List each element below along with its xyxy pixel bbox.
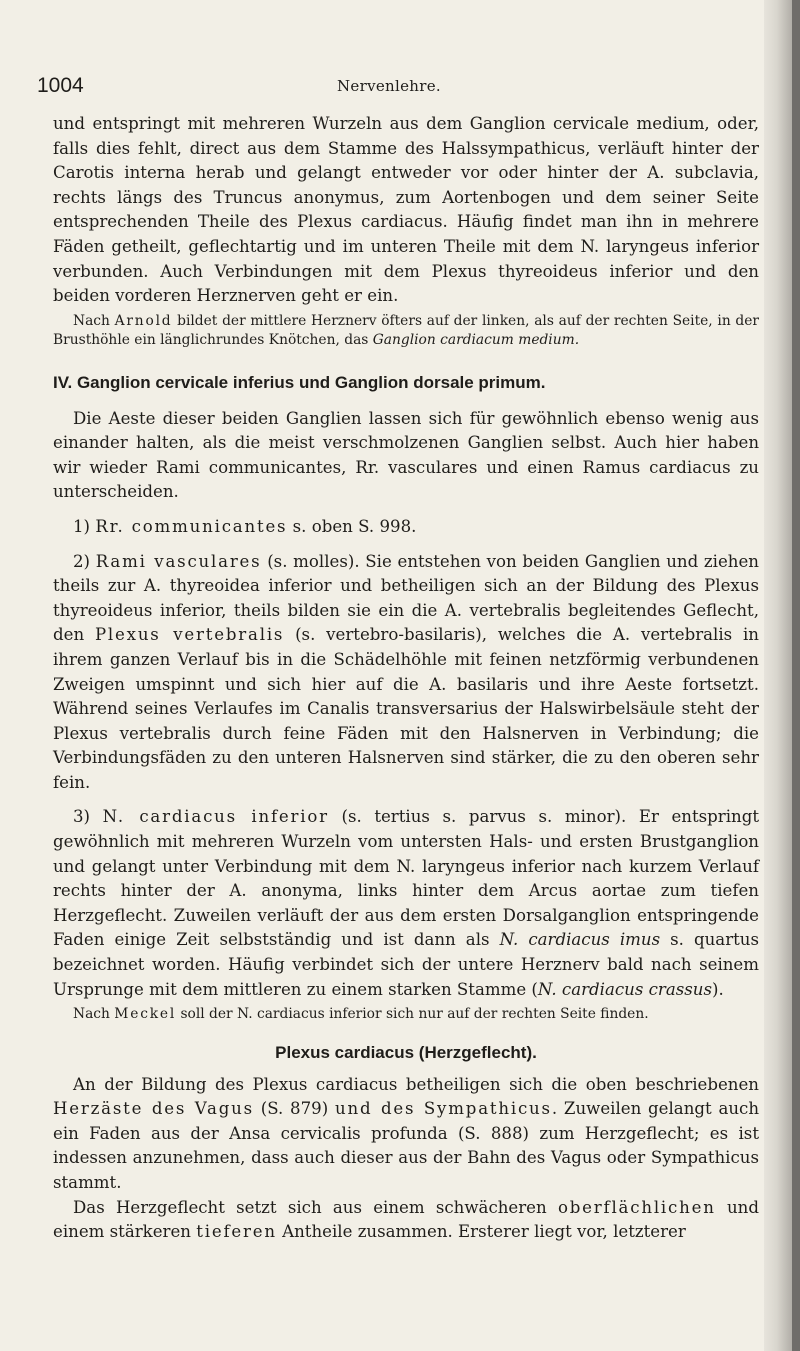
running-title: Nervenlehre. bbox=[337, 77, 441, 95]
list-item-1 bbox=[53, 515, 759, 540]
spaced-term: tieferen bbox=[196, 1222, 277, 1242]
paragraph-text: (S. 879) bbox=[253, 1099, 335, 1119]
author-name: Meckel bbox=[114, 1006, 177, 1023]
paragraph-text: . Zuweilen gelangt auch ein Faden aus der Ansa cervicalis profunda (S. 888) zum Herzgeflecht; es ist indessen anzunehmen, dass auch dieser aus der Bahn des Vagus oder Sympathicus stammt. bbox=[53, 1099, 760, 1192]
author-name: Arnold bbox=[114, 312, 173, 329]
item-number: 3) bbox=[73, 807, 103, 827]
item-text: (s. molles). Sie entstehen von beiden Ganglien und ziehen theils zur A. thyreoidea inferior und betheiligen sich an der Bildung des Plexus thyreoideus inferior, theils bilden sie ein die A. vertebralis begleitendes Geflecht, den bbox=[53, 551, 759, 645]
paragraph-text: An der Bildung des Plexus cardiacus betheiligen sich die oben beschriebenen bbox=[73, 1074, 759, 1094]
spaced-term: oberflächlichen bbox=[557, 1197, 716, 1217]
spaced-term: Herzäste des Vagus bbox=[53, 1099, 254, 1119]
list-item-3 bbox=[53, 805, 759, 1002]
spaced-term: Rr. communicantes bbox=[95, 516, 288, 536]
page-header bbox=[37, 74, 761, 104]
page-number: 1004 bbox=[37, 74, 84, 97]
binding-edge bbox=[792, 0, 800, 1351]
spaced-term: und des Sympathicus bbox=[334, 1099, 552, 1119]
item-text: (s. vertebro-basilaris), welches die A. vertebralis in ihrem ganzen Verlauf bis in die Schädelhöhle mit feinen netzförmig verbundenen Zweigen umspinnt und sich hier auf die A. basilaris und ihre Aeste fortsetzt. Während seines Verlaufes im Canalis transversarius der Halswirbelsäule steht der Plexus vertebralis durch feine Fäden mit den Halsnerven in Verbindung; die Verbindungsfäden zu den unteren Halsnerven sind stärker, die zu den oberen sehr fein. bbox=[53, 625, 759, 792]
term-italic: N. cardiacus imus bbox=[499, 930, 661, 950]
term-italic: N. cardiacus crassus bbox=[537, 979, 712, 999]
item-number: 2) bbox=[73, 551, 96, 571]
paragraph-recurrent-nerve bbox=[53, 112, 759, 309]
paragraph-branches bbox=[53, 407, 759, 505]
note-text: Nach bbox=[73, 312, 115, 329]
spaced-term: Rami vasculares bbox=[95, 551, 262, 571]
note-text: soll der N. cardiacus inferior sich nur auf der rechten Seite finden. bbox=[176, 1006, 649, 1023]
paragraph-plexus-parts bbox=[53, 1196, 759, 1245]
page-body bbox=[53, 112, 759, 1245]
paragraph-text: und entspringt mit mehreren Wurzeln aus dem Ganglion cervicale medium, oder, falls dies fehlt, direct aus dem Stamme des Halssympathicus, verläuft hinter der Carotis interna herab und gelangt entweder vor oder hinter der A. subclavia, rechts längs des Truncus anonymus, zum Aortenbogen und dem seiner Seite entsprechenden Theile des Plexus cardiacus. Häufig findet man ihn in mehrere Fäden getheilt, geflechtartig und im unteren Theile mit dem N. laryngeus inferior verbunden. Auch Verbindungen mit dem Plexus thyreoideus inferior und den beiden vorderen Herznerven geht er ein. bbox=[53, 114, 759, 306]
paragraph-text: Das Herzgeflecht setzt sich aus einem schwächeren bbox=[73, 1197, 558, 1217]
spaced-term: Plexus vertebralis bbox=[94, 625, 285, 645]
item-text: ). bbox=[711, 979, 724, 999]
paragraph-text: Die Aeste dieser beiden Ganglien lassen sich für gewöhnlich ebenso wenig aus einander halten, als die meist verschmolzenen Ganglien selbst. Auch hier haben wir wieder Rami communicantes, Rr. vasculares und einen Ramus cardiacus zu unterscheiden. bbox=[53, 408, 759, 502]
note-text: bildet der mittlere Herznerv öfters auf der linken, als auf der rechten Seite, in der Brusthöhle ein länglichrundes Knötchen, das bbox=[53, 312, 760, 349]
item-text: (s. tertius s. parvus s. minor). Er entspringt gewöhnlich mit mehreren Wurzeln vom untersten Hals- und ersten Brustganglion und gelangt unter Verbindung mit dem N. laryngeus inferior nach kurzem Verlauf rechts hinter der A. anonyma, links hinter dem Arcus aortae zum tiefen Herzgeflecht. Zuweilen verläuft der aus dem ersten Dorsalganglion entspringende Faden einige Zeit selbstständig und ist dann als bbox=[53, 807, 759, 950]
paragraph-plexus-formation bbox=[53, 1073, 759, 1196]
footnote-arnold bbox=[53, 312, 759, 351]
item-number: 1) bbox=[73, 516, 96, 536]
item-text: s. oben S. 998. bbox=[287, 516, 417, 536]
term-italic: Ganglion cardiacum medium. bbox=[372, 332, 580, 349]
note-text: Nach bbox=[73, 1006, 115, 1023]
list-item-2 bbox=[53, 550, 759, 796]
section-heading-plexus: Plexus cardiacus (Herzgeflecht). bbox=[275, 1042, 537, 1062]
paragraph-text: und einem stärkeren bbox=[53, 1197, 759, 1242]
spaced-term: N. cardiacus inferior bbox=[102, 807, 329, 827]
item-text: s. quartus bezeichnet worden. Häufig verbindet sich der untere Herznerv bald nach seinem Ursprunge mit dem mittleren zu einem starken Stamme ( bbox=[53, 930, 759, 999]
section-heading-iv: IV. Ganglion cervicale inferius und Ganglion dorsale primum. bbox=[53, 372, 546, 392]
paragraph-text: Antheile zusammen. Ersterer liegt vor, letzterer bbox=[276, 1222, 686, 1242]
footnote-meckel bbox=[53, 1005, 759, 1024]
